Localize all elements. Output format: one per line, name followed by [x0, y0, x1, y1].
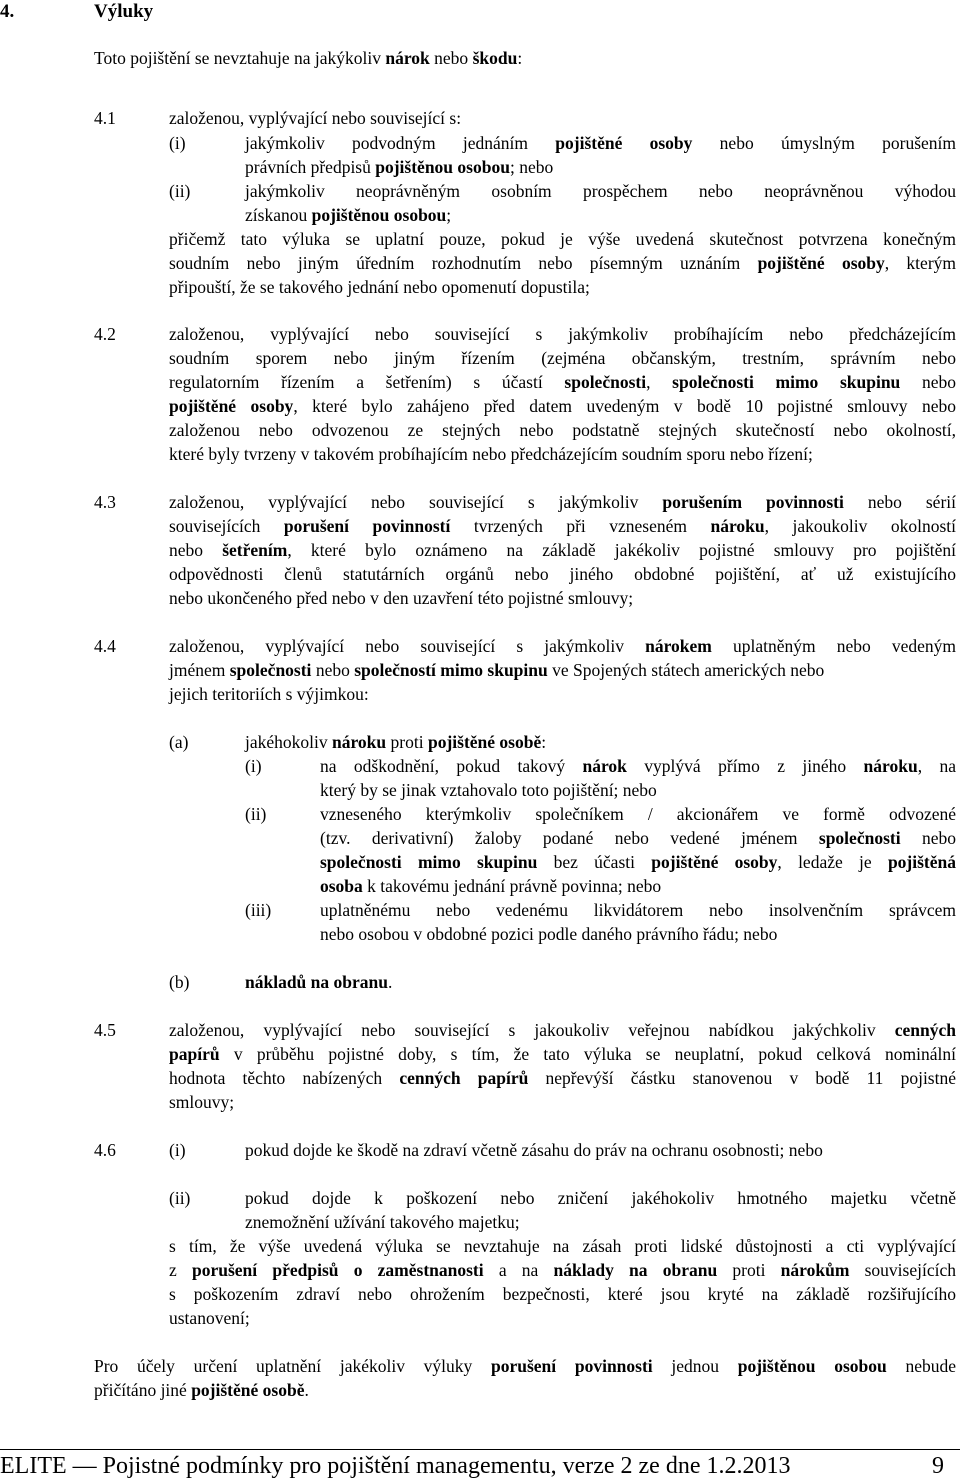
text-line: založenou, vyplývající nebo související s jakýmkoliv nárokem uplatněným nebo vedeným — [169, 636, 956, 656]
text-line: hodnota těchto nabízených cenných papírů nepřevýší částku stanovenou v bodě 11 pojistné — [169, 1068, 956, 1088]
text-line: ustanovení; — [169, 1308, 250, 1328]
text-line: vzneseného kterýmkoliv společníkem / akcionářem ve formě odvozené — [320, 804, 956, 824]
text-line: s poškozením zdraví nebo ohrožením bezpečnosti, které jsou kryté na základě rozšiřujícího — [169, 1284, 956, 1304]
text-line: z porušení předpisů o zaměstnanosti a na náklady na obranu proti nárokům souvisejících — [169, 1260, 956, 1280]
text-line: nebo ukončeného před nebo v den uzavření této pojistné smlouvy; — [169, 588, 634, 608]
text-line: na odškodnění, pokud takový nárok vyplývá přímo z jiného nároku, na — [320, 756, 956, 776]
text-line: (b) — [169, 972, 190, 992]
text-line: (i) — [169, 1140, 186, 1160]
text-line: které byly tvrzeny v takovém probíhajícím nebo předcházejícím soudním sporu nebo řízení; — [169, 444, 813, 464]
text-line: společnosti mimo skupinu bez účasti pojištěné osoby, ledaže je pojištěná — [320, 852, 956, 872]
text-line: osoba k takovému jednání právně povinna; nebo — [320, 876, 662, 896]
page-number: 9 — [932, 1453, 944, 1479]
section-number: 4. — [0, 1, 15, 22]
text-line: pokud dojde ke škodě na zdraví včetně zásahu do práv na ochranu osobnosti; nebo — [245, 1140, 823, 1160]
text-line: smlouvy; — [169, 1092, 235, 1112]
text-line: založenou, vyplývající nebo související s: — [169, 108, 462, 128]
text-line: (i) — [245, 756, 262, 776]
text-line: Pro účely určení uplatnění jakékoliv výluky porušení povinnosti jednou pojištěnou osobou nebude — [94, 1356, 956, 1376]
text-line: připouští, že se takového jednání nebo opomenutí dopustila; — [169, 277, 590, 297]
text-line: 4.3 — [94, 492, 116, 512]
text-line: získanou pojištěnou osobou; — [245, 205, 452, 225]
text-line: 4.1 — [94, 108, 116, 128]
text-line: založenou nebo odvozenou ze stejných nebo podstatně stejných skutečností nebo okolností, — [169, 420, 956, 440]
text-line: souvisejících porušení povinností tvrzených při vzneseném nároku, jakoukoliv okolností — [169, 516, 957, 536]
text-line: právních předpisů pojištěnou osobou; nebo — [245, 157, 554, 177]
text-line: (iii) — [245, 900, 272, 920]
text-line: soudním sporem nebo jiným řízením (zejména občanským, trestním, správním nebo — [169, 348, 956, 368]
text-line: založenou, vyplývající nebo související s jakýmkoliv porušením povinnosti nebo sérií — [169, 492, 956, 512]
footer-rule — [0, 1449, 960, 1450]
text-line: jejich teritoriích s výjimkou: — [169, 684, 369, 704]
text-line: nebo osobou v obdobné pozici podle daného právního řádu; nebo — [320, 924, 778, 944]
text-line: 4.2 — [94, 324, 116, 344]
text-line: jakýmkoliv podvodným jednáním pojištěné osoby nebo úmyslným porušením — [245, 133, 957, 153]
text-line: soudním nebo jiným úředním rozhodnutím nebo písemným uznáním pojištěné osoby, kterým — [169, 253, 957, 273]
text-line: přičemž tato výluka se uplatní pouze, pokud je výše uvedená skutečnost potvrzena konečným — [169, 229, 956, 249]
text-line: 4.5 — [94, 1020, 116, 1040]
text-line: 4.4 — [94, 636, 116, 656]
intro-paragraph: Toto pojištění se nevztahuje na jakýkoliv nárok nebo škodu: — [94, 48, 523, 68]
text-line: papírů v průběhu pojistné doby, s tím, že tato výluka se neuplatní, pokud celková nominální — [169, 1044, 956, 1064]
text-line: založenou, vyplývající nebo související s jakýmkoliv probíhajícím nebo předcházejícím — [169, 324, 956, 344]
text-line: jménem společnosti nebo společností mimo skupinu ve Spojených státech amerických nebo — [169, 660, 825, 680]
text-line: (tzv. derivativní) žaloby podané nebo vedené jménem společnosti nebo — [320, 828, 956, 848]
text-line: pokud dojde k poškození nebo zničení jakéhokoliv hmotného majetku včetně — [245, 1188, 956, 1208]
text-line: pojištěné osoby, které bylo zahájeno před datem uvedeným v bodě 10 pojistné smlouvy nebo — [169, 396, 956, 416]
text-line: (ii) — [245, 804, 267, 824]
text-line: (ii) — [169, 181, 191, 201]
footer-text: ELITE — Pojistné podmínky pro pojištění managementu, verze 2 ze dne 1.2.2013 — [0, 1453, 791, 1479]
section-title: Výluky — [94, 1, 154, 22]
text-line: s tím, že výše uvedená výluka se nevztahuje na zásah proti lidské důstojnosti a cti vyplývající — [169, 1236, 956, 1256]
text-line: znemožnění užívání takového majetku; — [245, 1212, 520, 1232]
text-line: nebo šetřením, které bylo oznámeno na základě jakékoliv pojistné smlouvy pro pojištění — [169, 540, 956, 560]
text-line: uplatněnému nebo vedenému likvidátorem nebo insolvenčním správcem — [320, 900, 956, 920]
text-line: 4.6 — [94, 1140, 116, 1160]
text-line: založenou, vyplývající nebo související s jakoukoliv veřejnou nabídkou jakýchkoliv cenných — [169, 1020, 956, 1040]
text-line: přičítáno jiné pojištěné osobě. — [94, 1380, 309, 1400]
text-line: regulatorním řízením a šetřením) s účastí společnosti, společnosti mimo skupinu nebo — [169, 372, 956, 392]
text-line: který by se jinak vztahovalo toto pojištění; nebo — [320, 780, 657, 800]
text-line: nákladů na obranu. — [245, 972, 393, 992]
text-line: jakýmkoliv neoprávněným osobním prospěchem nebo neoprávněnou výhodou — [245, 181, 956, 201]
text-line: (ii) — [169, 1188, 191, 1208]
text-line: (a) — [169, 732, 189, 752]
text-line: odpovědnosti členů statutárních orgánů nebo jiného obdobné pojištění, ať už existujícího — [169, 564, 956, 584]
text-line: (i) — [169, 133, 186, 153]
text-line: jakéhokoliv nároku proti pojištěné osobě: — [245, 732, 547, 752]
